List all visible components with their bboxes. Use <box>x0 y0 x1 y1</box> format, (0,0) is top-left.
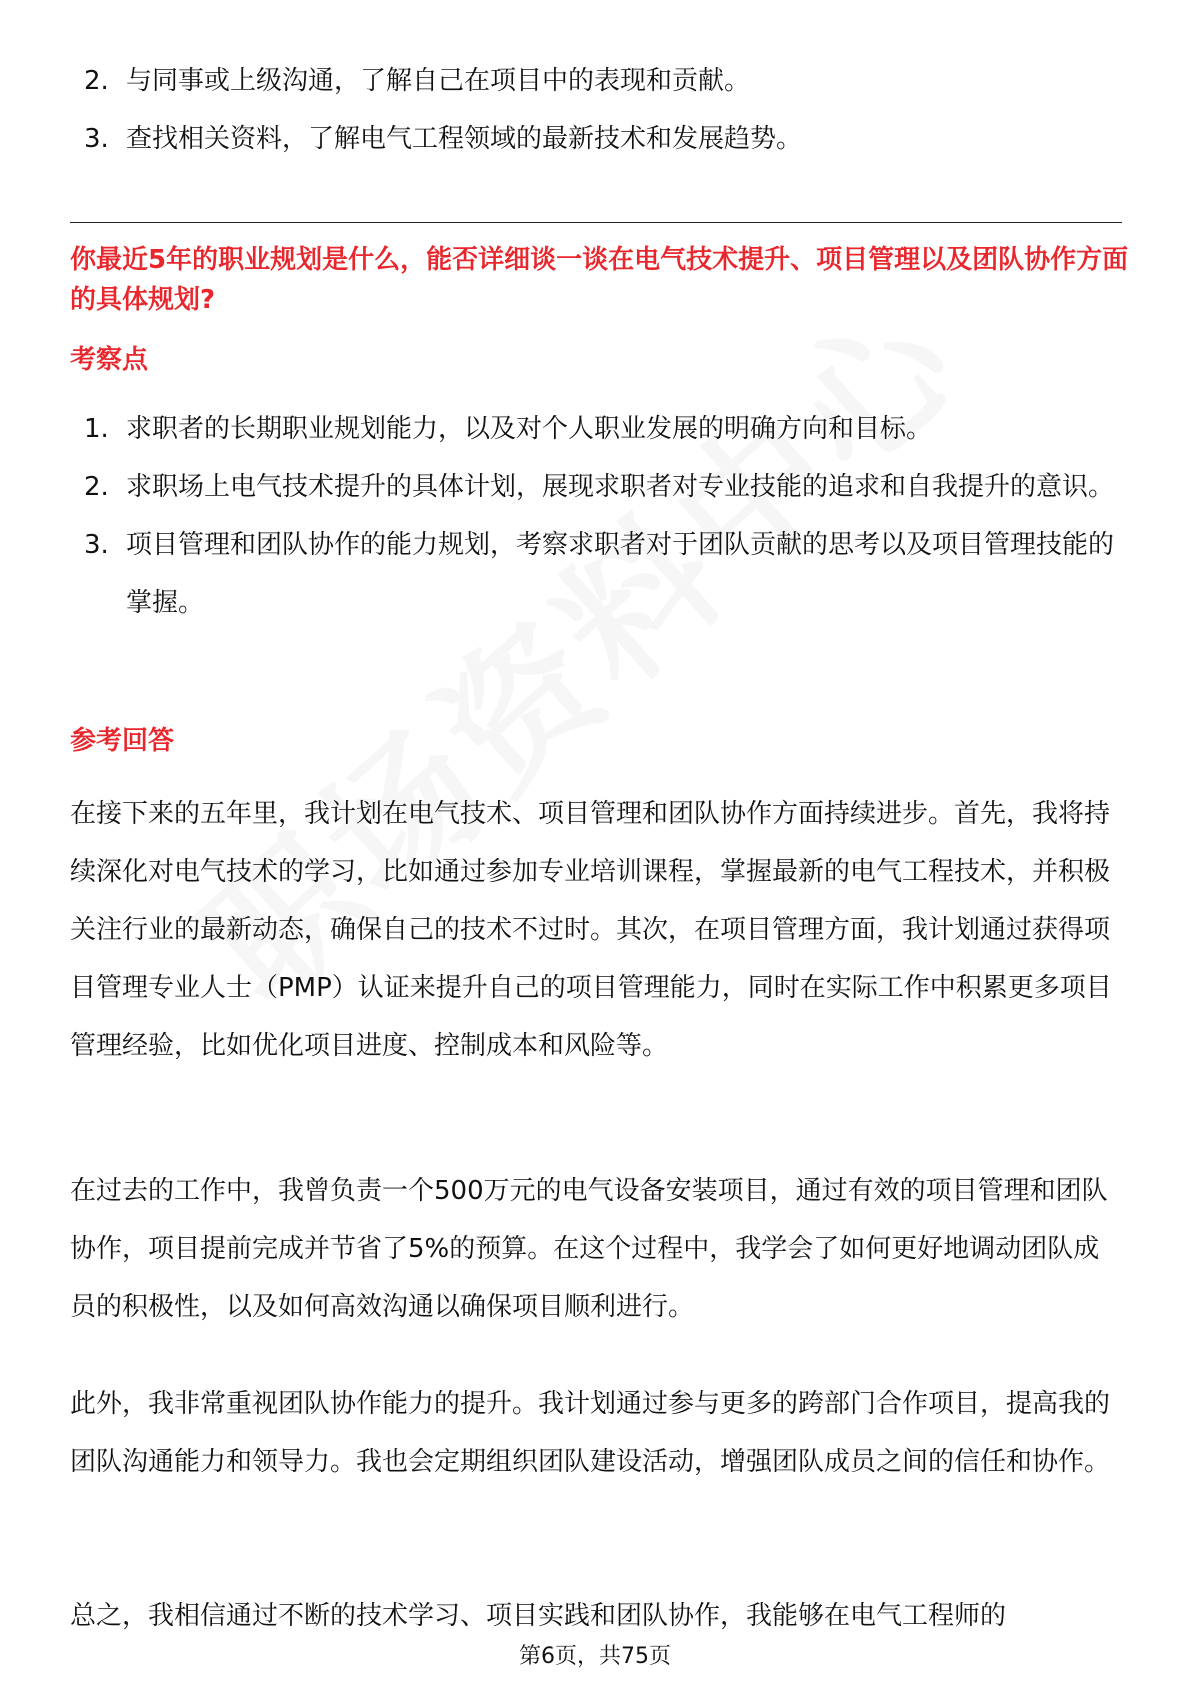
list-item-number: 1. <box>84 414 109 444</box>
list-item-text: 项目管理和团队协作的能力规划，考察求职者对于团队贡献的思考以及项目管理技能的掌握。 <box>126 530 1115 618</box>
list-item <box>70 400 1120 458</box>
list-item-number: 2. <box>84 66 109 96</box>
list-item <box>70 516 1120 632</box>
answer-paragraph: 在过去的工作中，我曾负责一个500万元的电气设备安装项目，通过有效的项目管理和团队协作，项目提前完成并节省了5%的预算。在这个过程中，我学会了如何更好地调动团队成员的积极性，以及如何高效沟通以确保项目顺利进行。 <box>70 1176 1108 1322</box>
interview-question: 你最近5年的职业规划是什么，能否详细谈一谈在电气技术提升、项目管理以及团队协作方面的具体规划? <box>70 245 1129 315</box>
list-item-number: 2. <box>84 472 109 502</box>
list-item-text: 求职者的长期职业规划能力，以及对个人职业发展的明确方向和目标。 <box>126 414 933 444</box>
list-item <box>70 110 1120 168</box>
answer-paragraph: 此外，我非常重视团队协作能力的提升。我计划通过参与更多的跨部门合作项目，提高我的团队沟通能力和领导力。我也会定期组织团队建设活动，增强团队成员之间的信任和协作。 <box>70 1389 1111 1477</box>
list-item-number: 3. <box>84 124 109 154</box>
list-item-text: 查找相关资料，了解电气工程领域的最新技术和发展趋势。 <box>126 124 803 154</box>
section-divider <box>70 222 1122 223</box>
answer-paragraph: 在接下来的五年里，我计划在电气技术、项目管理和团队协作方面持续进步。首先，我将持续深化对电气技术的学习，比如通过参加专业培训课程，掌握最新的电气工程技术，并积极关注行业的最新动态，确保自己的技术不过时。其次，在项目管理方面，我计划通过获得项目管理专业人士（PMP）认证来提升自己的项目管理能力，同时在实际工作中积累更多项目管理经验，比如优化项目进度、控制成本和风险等。 <box>70 799 1112 1061</box>
review-points-list <box>70 400 1120 632</box>
list-item-text: 与同事或上级沟通，了解自己在项目中的表现和贡献。 <box>126 66 751 96</box>
answer-paragraph: 总之，我相信通过不断的技术学习、项目实践和团队协作，我能够在电气工程师的 <box>70 1601 1007 1631</box>
list-item-text: 求职场上电气技术提升的具体计划，展现求职者对专业技能的追求和自我提升的意识。 <box>126 472 1115 502</box>
reference-answer-heading: 参考回答 <box>70 726 175 756</box>
list-item <box>70 52 1120 110</box>
list-item-number: 3. <box>84 530 109 560</box>
page-number-footer: 第6页，共75页 <box>519 1644 671 1669</box>
top-numbered-list <box>70 52 1120 168</box>
review-points-heading: 考察点 <box>70 345 149 375</box>
list-item <box>70 458 1120 516</box>
